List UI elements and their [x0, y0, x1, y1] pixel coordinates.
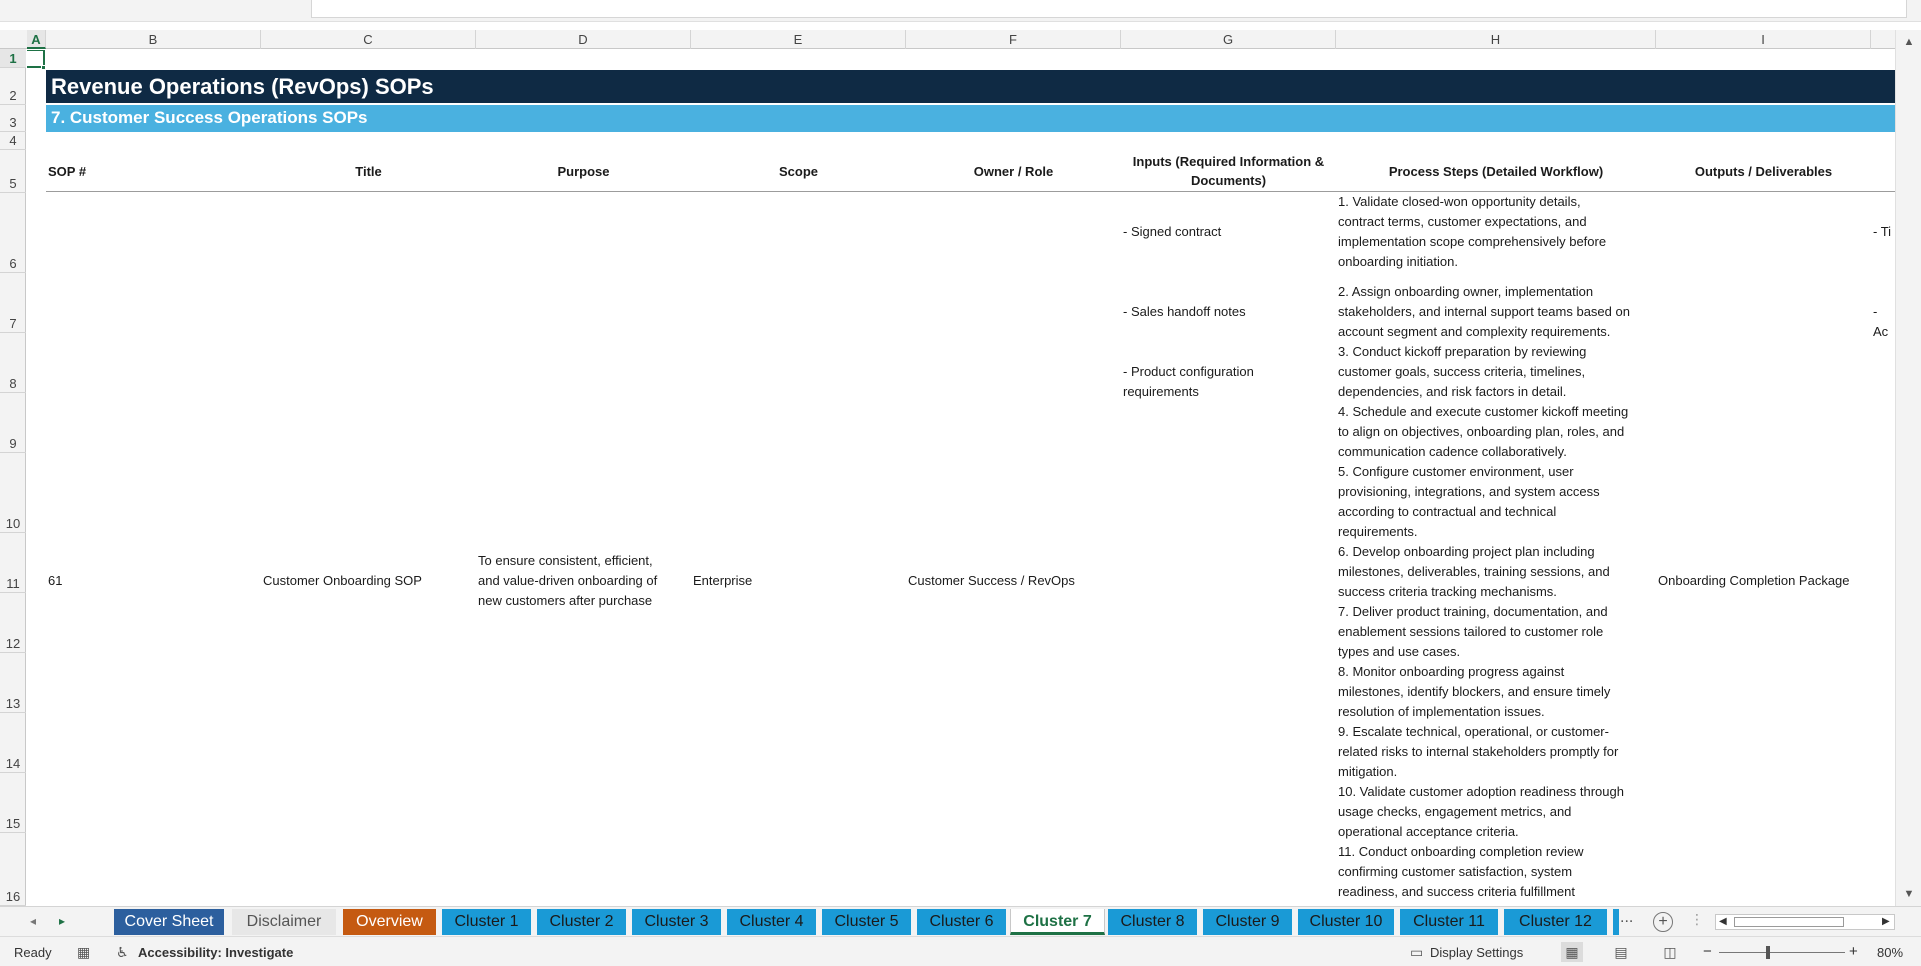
header-scope: Scope [778, 164, 818, 179]
vertical-scrollbar[interactable] [1895, 30, 1921, 906]
step-line: account segment and complexity requirements. [1338, 324, 1611, 339]
step-line: mitigation. [1338, 764, 1398, 779]
tab-cluster-3[interactable]: Cluster 3 [632, 909, 721, 935]
sheet-tabs-bar [0, 906, 1921, 936]
header-purpose: Purpose [557, 164, 610, 179]
step-line: 1. Validate closed-won opportunity details, [1338, 194, 1581, 209]
step-line: 5. Configure customer environment, user [1338, 464, 1574, 479]
step-line: milestones, identify blockers, and ensure timely [1338, 684, 1611, 699]
row-header-1[interactable]: 1 [0, 49, 26, 68]
page-break-view-icon[interactable]: ◫ [1663, 944, 1677, 960]
tab-disclaimer[interactable]: Disclaimer [232, 909, 336, 935]
row-header-column [0, 49, 26, 906]
step-line: 8. Monitor onboarding progress against [1338, 664, 1565, 679]
tab-nav-next-icon[interactable]: ▸ [59, 914, 66, 928]
step-line: 3. Conduct kickoff preparation by reviewing [1338, 344, 1587, 359]
step-line: 6. Develop onboarding project plan including [1338, 544, 1595, 559]
page-layout-view-icon[interactable]: ▤ [1614, 944, 1628, 960]
row-header-2[interactable]: 2 [0, 68, 26, 105]
step-line: 10. Validate customer adoption readiness through [1338, 784, 1624, 799]
tab-cluster-4[interactable]: Cluster 4 [727, 909, 816, 935]
step-line: onboarding initiation. [1338, 254, 1458, 269]
accessibility-icon[interactable]: ♿ [116, 944, 129, 960]
column-header-c[interactable]: C [261, 30, 476, 49]
row-header-8[interactable]: 8 [0, 333, 26, 393]
row-header-11[interactable]: 11 [0, 533, 26, 593]
status-ready: Ready [14, 945, 52, 960]
process-step-3[interactable] [1338, 342, 1658, 402]
step-line: provisioning, integrations, and system access [1338, 484, 1600, 499]
column-header-b[interactable]: B [46, 30, 261, 49]
process-step-4[interactable] [1338, 402, 1658, 462]
header-sop-num: SOP # [48, 164, 87, 179]
column-header-row [0, 30, 1895, 49]
header-process: Process Steps (Detailed Workflow) [1388, 164, 1604, 179]
tab-cluster-7[interactable]: Cluster 7 [1010, 909, 1105, 935]
column-header-h[interactable]: H [1336, 30, 1656, 49]
zoom-level[interactable]: 80% [1877, 945, 1904, 960]
cell-purpose[interactable] [478, 551, 688, 611]
scroll-down-icon[interactable]: ▼ [1903, 888, 1915, 900]
row-header-6[interactable]: 6 [0, 193, 26, 273]
row-header-7[interactable]: 7 [0, 273, 26, 333]
cell-scope[interactable]: Enterprise [693, 573, 753, 588]
row-header-13[interactable]: 13 [0, 653, 26, 713]
step-line: milestones, deliverables, training sessions, and [1338, 564, 1610, 579]
row-header-14[interactable]: 14 [0, 713, 26, 773]
step-line: to align on objectives, onboarding plan, roles, and [1338, 424, 1625, 439]
step-line: customer goals, success criteria, timelines, [1338, 364, 1586, 379]
purpose-line: To ensure consistent, efficient, [478, 553, 653, 568]
tab-cluster-12[interactable]: Cluster 12 [1504, 909, 1607, 935]
step-line: contract terms, customer expectations, and [1338, 214, 1587, 229]
header-inputs-line1: Inputs (Required Information & [1132, 154, 1325, 169]
section-band [46, 105, 1895, 132]
column-header-a[interactable]: A [27, 30, 46, 49]
scroll-left-icon[interactable]: ◀ [1719, 916, 1727, 927]
cell-output[interactable]: Onboarding Completion Package [1658, 573, 1850, 588]
tab-overview[interactable]: Overview [343, 909, 436, 935]
display-settings-icon[interactable]: ▭ [1410, 944, 1424, 960]
step-line: requirements. [1338, 524, 1418, 539]
process-step-7[interactable] [1338, 602, 1658, 662]
step-line: 7. Deliver product training, documentation, and [1338, 604, 1608, 619]
purpose-line: new customers after purchase [478, 593, 653, 608]
step-line: 9. Escalate technical, operational, or customer- [1338, 724, 1609, 739]
zoom-out-button[interactable]: − [1703, 943, 1712, 960]
process-step-2[interactable] [1338, 282, 1658, 342]
step-line: operational acceptance criteria. [1338, 824, 1519, 839]
input-line: - Product configuration [1123, 364, 1254, 379]
zoom-slider[interactable] [1719, 952, 1845, 953]
more-tabs-button[interactable]: ... [1620, 909, 1634, 926]
tab-cluster-5[interactable]: Cluster 5 [822, 909, 911, 935]
row-header-12[interactable]: 12 [0, 593, 26, 653]
main-title: Revenue Operations (RevOps) SOPs [51, 74, 434, 99]
step-line: implementation scope comprehensively before [1338, 234, 1607, 249]
cell-overflow-2[interactable]: - Ac [1873, 304, 1889, 339]
row-header-15[interactable]: 15 [0, 773, 26, 833]
step-line: success criteria tracking mechanisms. [1338, 584, 1557, 599]
column-header-i[interactable]: I [1656, 30, 1871, 49]
cell-input-1[interactable]: - Signed contract [1123, 224, 1222, 239]
step-line: resolution of implementation issues. [1338, 704, 1545, 719]
zoom-in-button[interactable]: + [1849, 943, 1858, 960]
add-sheet-button[interactable]: + [1653, 912, 1673, 932]
header-inputs-line2: Documents) [1190, 173, 1267, 188]
row-header-9[interactable]: 9 [0, 393, 26, 453]
cell-sop-num[interactable]: 61 [48, 573, 63, 588]
row-header-3[interactable]: 3 [0, 105, 26, 132]
zoom-slider-thumb[interactable] [1766, 946, 1770, 959]
tab-nav-prev-icon[interactable]: ◂ [30, 914, 37, 928]
tab-cluster-2[interactable]: Cluster 2 [537, 909, 626, 935]
display-settings-button[interactable]: Display Settings [1430, 945, 1524, 960]
column-header-f[interactable]: F [906, 30, 1121, 49]
tab-cover-sheet[interactable]: Cover Sheet [114, 909, 224, 935]
process-step-10[interactable] [1338, 782, 1658, 842]
title-band [46, 70, 1895, 103]
step-line: dependencies, and risk factors in detail. [1338, 384, 1567, 399]
process-step-6[interactable] [1338, 542, 1658, 602]
input-line: requirements [1123, 384, 1199, 399]
tab-cluster-8[interactable]: Cluster 8 [1108, 909, 1197, 935]
step-line: communication cadence collaboratively. [1338, 444, 1567, 459]
horizontal-scrollbar[interactable] [1715, 914, 1895, 930]
header-owner: Owner / Role [973, 164, 1054, 179]
column-header-d[interactable]: D [476, 30, 691, 49]
cell-overflow-1[interactable]: - Ti [1873, 224, 1892, 239]
step-line: confirming customer satisfaction, system [1338, 864, 1573, 879]
step-line: related risks to internal stakeholders promptly for [1338, 744, 1619, 759]
cell-input-2[interactable]: - Sales handoff notes [1123, 304, 1246, 319]
row-header-4[interactable]: 4 [0, 132, 26, 150]
formula-input[interactable] [311, 0, 1907, 18]
formula-bar-area [0, 0, 1921, 22]
cell-input-3[interactable] [1123, 362, 1254, 402]
scroll-up-icon[interactable]: ▲ [1903, 36, 1915, 48]
tab-cluster-6[interactable]: Cluster 6 [917, 909, 1006, 935]
tab-partial[interactable] [1613, 909, 1619, 935]
header-outputs: Outputs / Deliverables [1694, 164, 1833, 179]
header-inputs [1121, 152, 1336, 190]
cell-title[interactable]: Customer Onboarding SOP [263, 573, 422, 588]
process-step-11[interactable] [1338, 842, 1658, 902]
column-header-g[interactable]: G [1121, 30, 1336, 49]
horizontal-scroll-thumb[interactable] [1734, 917, 1844, 927]
header-title: Title [355, 164, 382, 179]
step-line: enablement sessions tailored to customer role [1338, 624, 1604, 639]
tab-cluster-10[interactable]: Cluster 10 [1298, 909, 1394, 935]
step-line: readiness, and success criteria fulfillment [1338, 884, 1575, 899]
step-line: according to contractual and technical [1338, 504, 1557, 519]
selected-cell-a1[interactable] [27, 50, 45, 68]
row-header-10[interactable]: 10 [0, 453, 26, 533]
step-line: 4. Schedule and execute customer kickoff meeting [1338, 404, 1629, 419]
cell-owner[interactable]: Customer Success / RevOps [908, 573, 1075, 588]
step-line: usage checks, engagement metrics, and [1338, 804, 1572, 819]
scroll-right-icon[interactable]: ▶ [1882, 916, 1890, 927]
row-header-16[interactable]: 16 [0, 833, 26, 906]
step-line: 2. Assign onboarding owner, implementation [1338, 284, 1594, 299]
process-step-1[interactable] [1338, 192, 1658, 272]
step-line: stakeholders, and internal support teams based on [1338, 304, 1630, 319]
row-header-5[interactable]: 5 [0, 150, 26, 193]
step-line: 11. Conduct onboarding completion review [1338, 844, 1584, 859]
step-line: types and use cases. [1338, 644, 1461, 659]
process-step-5[interactable] [1338, 462, 1658, 542]
tab-cluster-1[interactable]: Cluster 1 [442, 909, 531, 935]
purpose-line: and value-driven onboarding of [478, 573, 658, 588]
normal-view-icon[interactable]: ▦ [1561, 942, 1583, 962]
section-title: 7. Customer Success Operations SOPs [51, 108, 368, 127]
column-header-e[interactable]: E [691, 30, 906, 49]
tab-cluster-11[interactable]: Cluster 11 [1400, 909, 1498, 935]
tab-options-icon[interactable]: ⋮ [1690, 911, 1704, 927]
process-step-8[interactable] [1338, 662, 1658, 722]
tab-cluster-9[interactable]: Cluster 9 [1203, 909, 1292, 935]
worksheet-grid[interactable] [27, 50, 1895, 906]
process-step-9[interactable] [1338, 722, 1658, 782]
macro-record-icon[interactable]: ▦ [77, 944, 91, 960]
accessibility-status[interactable]: Accessibility: Investigate [138, 945, 294, 960]
status-bar [0, 936, 1921, 966]
